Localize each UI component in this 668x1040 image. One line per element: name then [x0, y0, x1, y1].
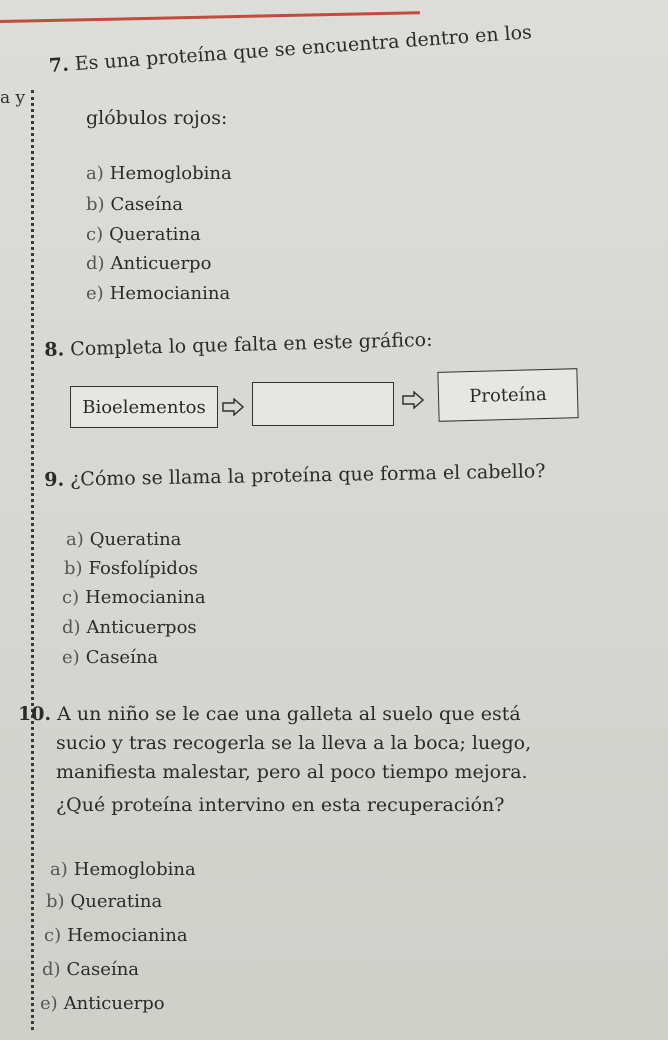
- arrow-right-icon: [222, 398, 244, 416]
- q10-number: 10.: [18, 703, 52, 725]
- q10-option-b[interactable]: b) Queratina: [46, 891, 163, 912]
- q7-number: 7.: [48, 53, 70, 77]
- q7-option-d[interactable]: d) Anticuerpo: [86, 253, 212, 274]
- q10-line1: [18, 700, 521, 729]
- q7-text-line1: Es una proteína que se encuentra dentro en los: [74, 21, 533, 76]
- red-margin-line: [0, 11, 420, 23]
- q10-line4: ¿Qué proteína intervino en esta recuperación?: [56, 794, 505, 816]
- q8-text: Completa lo que falta en este gráfico:: [69, 328, 433, 361]
- diagram-box-proteina: Proteína: [437, 368, 578, 422]
- q10-option-d[interactable]: d) Caseína: [42, 959, 140, 980]
- dotted-margin: [31, 90, 34, 1030]
- q7-line2: glóbulos rojos:: [86, 107, 228, 129]
- q9-option-e[interactable]: e) Caseína: [62, 647, 159, 668]
- q10-option-a[interactable]: a) Hemoglobina: [50, 859, 196, 880]
- q9-heading: [44, 457, 546, 495]
- diagram-box-bioelementos: Bioelementos: [70, 386, 218, 428]
- q7-option-e[interactable]: e) Hemocianina: [86, 283, 231, 304]
- q10-option-c[interactable]: c) Hemocianina: [44, 925, 188, 946]
- q8-number: 8.: [44, 338, 65, 361]
- q7-option-b[interactable]: b) Caseína: [86, 194, 184, 215]
- q10-line3: manifiesta malestar, pero al poco tiempo mejora.: [56, 761, 528, 783]
- q10-option-e[interactable]: e) Anticuerpo: [40, 993, 165, 1014]
- diagram-box-blank[interactable]: [252, 382, 394, 426]
- q10-text-line1: A un niño se le cae una galleta al suelo que está: [57, 703, 521, 725]
- q9-option-c[interactable]: c) Hemocianina: [62, 587, 206, 608]
- margin-fragment: a y: [0, 88, 26, 108]
- q9-option-a[interactable]: a) Queratina: [66, 529, 182, 550]
- q7-line1: [48, 18, 533, 81]
- q8-heading: [44, 326, 433, 365]
- q9-text: ¿Cómo se llama la proteína que forma el cabello?: [69, 460, 546, 491]
- q10-line2: sucio y tras recogerla se la lleva a la boca; luego,: [56, 732, 532, 754]
- q7-option-a[interactable]: a) Hemoglobina: [86, 163, 232, 184]
- q9-number: 9.: [44, 468, 65, 491]
- q7-option-c[interactable]: c) Queratina: [86, 224, 201, 245]
- arrow-right-icon: [402, 391, 424, 409]
- q9-option-b[interactable]: b) Fosfolípidos: [64, 558, 199, 579]
- q9-option-d[interactable]: d) Anticuerpos: [62, 617, 197, 638]
